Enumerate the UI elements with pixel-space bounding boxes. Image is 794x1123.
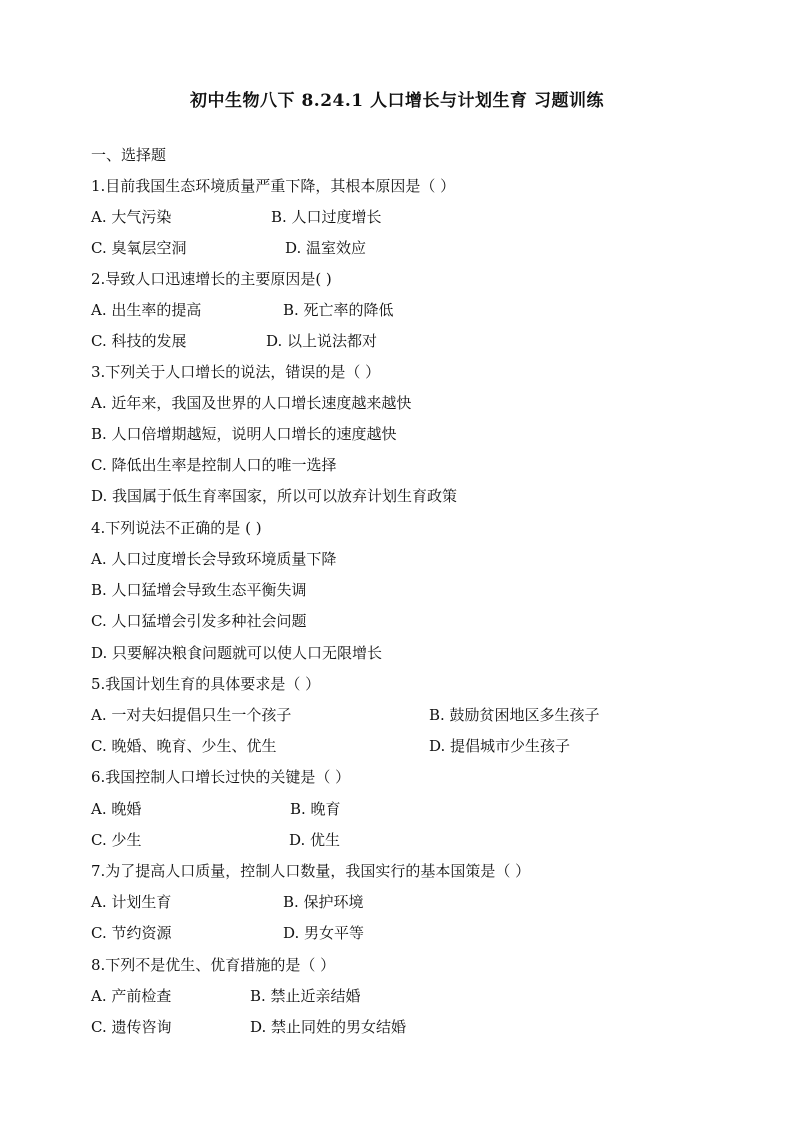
question-3-option-b: B. 人口倍增期越短，说明人口增长的速度越快	[91, 425, 397, 443]
question-2-option-d: D. 以上说法都对	[266, 332, 378, 350]
question-8-option-d: D. 禁止同姓的男女结婚	[250, 1018, 407, 1036]
question-8-stem: 8.下列不是优生、优育措施的是（ ）	[91, 956, 336, 974]
question-2-option-c: C. 科技的发展	[91, 332, 187, 350]
question-4-option-a: A. 人口过度增长会导致环境质量下降	[91, 550, 337, 568]
section-heading: 一、选择题	[91, 146, 167, 164]
question-8-option-c: C. 遗传咨询	[91, 1018, 172, 1036]
question-4-option-d: D. 只要解决粮食问题就可以使人口无限增长	[91, 644, 383, 662]
question-5-option-b: B. 鼓励贫困地区多生孩子	[429, 706, 600, 724]
question-1-stem: 1.目前我国生态环境质量严重下降，其根本原因是（ ）	[91, 177, 456, 195]
question-3-option-a: A. 近年来，我国及世界的人口增长速度越来越快	[91, 394, 412, 412]
question-7-option-a: A. 计划生育	[91, 893, 172, 911]
question-4-option-b: B. 人口猛增会导致生态平衡失调	[91, 581, 307, 599]
question-3-option-c: C. 降低出生率是控制人口的唯一选择	[91, 456, 337, 474]
question-5-stem: 5.我国计划生育的具体要求是（ ）	[91, 675, 321, 693]
question-5-option-d: D. 提倡城市少生孩子	[429, 737, 571, 755]
document-title: 初中生物八下 8.24.1 人口增长与计划生育 习题训练	[190, 91, 604, 111]
question-5-option-c: C. 晚婚、晚育、少生、优生	[91, 737, 277, 755]
question-7-option-b: B. 保护环境	[283, 893, 364, 911]
question-3-stem: 3.下列关于人口增长的说法，错误的是（ ）	[91, 363, 381, 381]
question-3-option-d: D. 我国属于低生育率国家，所以可以放弃计划生育政策	[91, 487, 458, 505]
question-6-option-d: D. 优生	[289, 831, 341, 849]
question-1-option-c: C. 臭氧层空洞	[91, 239, 187, 257]
question-2-stem: 2.导致人口迅速增长的主要原因是( )	[91, 270, 332, 288]
question-4-stem: 4.下列说法不正确的是 ( )	[91, 519, 262, 537]
question-1-option-a: A. 大气污染	[91, 208, 172, 226]
question-2-option-b: B. 死亡率的降低	[283, 301, 394, 319]
question-6-option-b: B. 晚育	[290, 800, 341, 818]
question-1-option-b: B. 人口过度增长	[271, 208, 382, 226]
question-6-option-c: C. 少生	[91, 831, 142, 849]
question-7-option-d: D. 男女平等	[283, 924, 365, 942]
question-8-option-a: A. 产前检查	[91, 987, 172, 1005]
question-1-option-d: D. 温室效应	[285, 239, 367, 257]
question-5-option-a: A. 一对夫妇提倡只生一个孩子	[91, 706, 292, 724]
question-4-option-c: C. 人口猛增会引发多种社会问题	[91, 612, 307, 630]
question-7-option-c: C. 节约资源	[91, 924, 172, 942]
question-6-option-a: A. 晚婚	[91, 800, 142, 818]
question-8-option-b: B. 禁止近亲结婚	[250, 987, 361, 1005]
question-7-stem: 7.为了提高人口质量，控制人口数量，我国实行的基本国策是（ ）	[91, 862, 531, 880]
question-6-stem: 6.我国控制人口增长过快的关键是（ ）	[91, 768, 351, 786]
question-2-option-a: A. 出生率的提高	[91, 301, 202, 319]
